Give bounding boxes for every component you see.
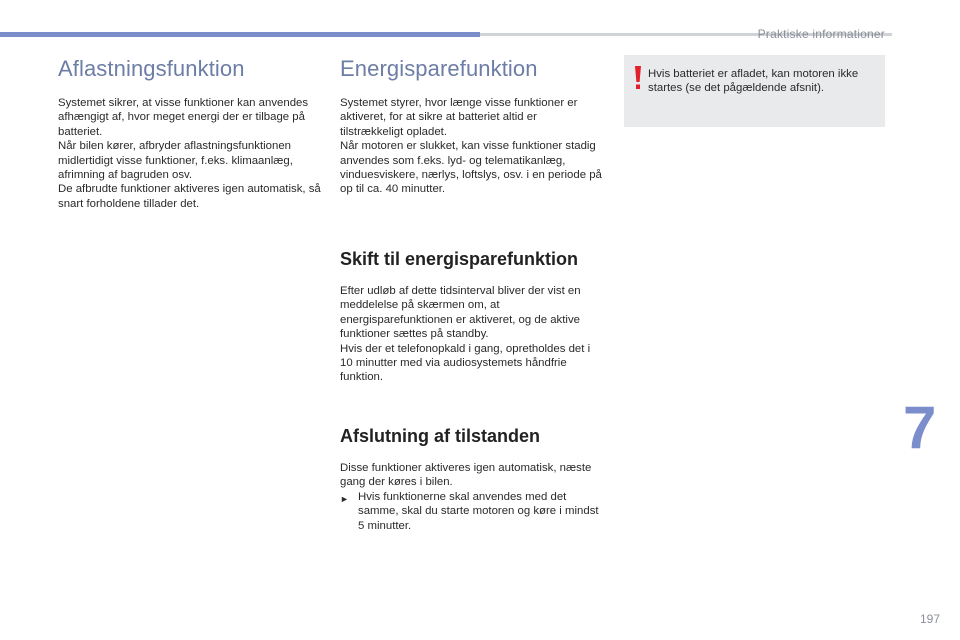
aflastning-paragraph: Når bilen kører, afbryder aflastningsfunktionen midlertidigt visse funktioner, f.eks. klimaanlæg, afrimning af bagruden osv.	[58, 140, 293, 182]
afslutning-section	[340, 426, 602, 533]
skift-paragraph: Hvis der et telefonopkald i gang, opretholdes det i 10 minutter med via audiosystemets håndfrie funktion.	[340, 342, 591, 384]
aflastning-section	[58, 56, 323, 211]
skift-paragraph: Efter udløb af dette tidsinterval bliver der vist en meddelelse på skærmen om, at energisparefunktionen er aktiveret, og de aktive funktioner sættes på standby.	[340, 285, 581, 341]
energispare-paragraph: Systemet styrer, hvor længe visse funktioner er aktiveret, for at sikre at batteriet altid er tilstrækkeligt opladet.	[340, 97, 578, 138]
page-number: 197	[919, 612, 940, 626]
afslutning-bullet-text: Hvis funktionerne skal anvendes med det samme, skal du starte motoren og køre i mindst 5 minutter.	[358, 490, 599, 532]
exclamation-icon	[634, 66, 642, 90]
afslutning-bullet	[340, 490, 602, 533]
section-label: Praktiske informationer	[757, 27, 885, 41]
warning-text: Hvis batteriet er afladet, kan motoren ikke startes (se det pågældende afsnit).	[648, 68, 859, 95]
energispare-title: Energisparefunktion	[340, 56, 538, 81]
arrow-bullet-icon: ►	[340, 493, 349, 504]
aflastning-title: Aflastningsfunktion	[58, 56, 245, 81]
warning-box	[624, 55, 885, 127]
chapter-number: 7	[903, 394, 937, 461]
header-accent-bar	[0, 32, 480, 37]
afslutning-paragraph: Disse funktioner aktiveres igen automatisk, næste gang der køres i bilen.	[340, 462, 592, 489]
energispare-paragraph: Når motoren er slukket, kan visse funktioner stadig anvendes som f.eks. lyd- og telematikanlæg, vinduesviskere, nærlys, loftslys, osv. i en periode på op til ca. 40 minutter.	[340, 140, 602, 196]
aflastning-paragraph: Systemet sikrer, at visse funktioner kan anvendes afhængigt af, hvor meget energi der er tilbage på batteriet.	[58, 97, 309, 138]
skift-title: Skift til energisparefunktion	[340, 249, 579, 269]
skift-section	[340, 249, 615, 385]
afslutning-title: Afslutning af tilstanden	[340, 426, 540, 446]
aflastning-paragraph: De afbrudte funktioner aktiveres igen automatisk, så snart forholdene tillader det.	[58, 183, 321, 210]
energispare-section	[340, 56, 602, 197]
